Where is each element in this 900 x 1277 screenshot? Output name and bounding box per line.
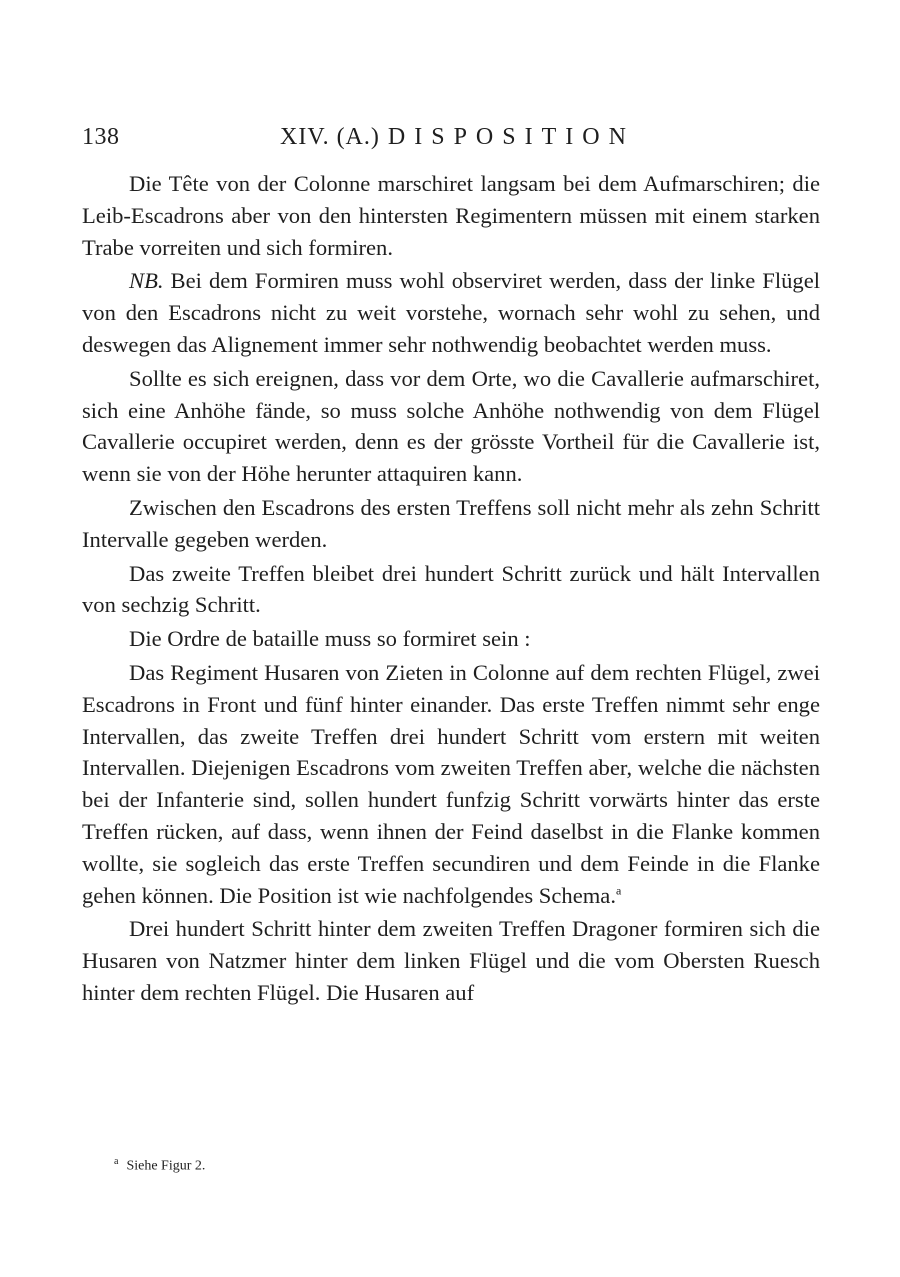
paragraph: Die Tête von der Colonne marschiret langsam bei dem Aufmarschiren; die Leib-Escadrons aber von den hintersten Regimentern müssen mit einem starken Trabe vorreiten und sich formiren. (82, 171, 820, 260)
paragraph: Das Regiment Husaren von Zieten in Colonne auf dem rechten Flügel, zwei Escadrons in Front und fünf hinter einander. Das erste Treffen nimmt sehr enge Intervallen, das zweite Treffen drei hundert Schritt vom erstern mit weiten Intervallen. Diejenigen Escadrons vom zweiten Treffen aber, welche die nächsten bei der Infanterie sind, sollen hundert funfzig Schritt vorwärts hinter das erste Treffen rücken, auf dass, wenn ihnen der Feind daselbst in die Flanke kommen wollte, sie sogleich das erste Treffen secundiren und dem Feinde in die Flanke gehen können. Die Position ist wie nachfolgendes Schema.$^a$ (82, 659, 820, 908)
footnote-mark: a (114, 1156, 119, 1167)
paragraph: NB. Bei dem Formiren muss wohl observiret werden, dass der linke Flügel von den Escadrons nicht zu weit vorstehe, wornach sehr wohl zu sehen, und deswegen das Alignement immer sehr nothwendig beobachtet werden muss. (82, 268, 820, 357)
paragraph: Sollte es sich ereignen, dass vor dem Orte, wo die Cavallerie aufmarschiret, sich eine Anhöhe fände, so muss solche Anhöhe nothwendig von dem Flügel Cavallerie occupiret werden, denn es der grösste Vortheil für die Cavallerie ist, wenn sie von der Höhe herunter attaquiren kann. (82, 365, 820, 487)
body-text (82, 168, 820, 1011)
running-head (82, 124, 822, 158)
footnote-marker: a (615, 883, 622, 897)
chapter-title: DISPOSITION (387, 124, 635, 150)
running-title (280, 124, 635, 151)
paragraph: Die Ordre de bataille muss so formiret sein : (129, 626, 531, 652)
paragraph: Drei hundert Schritt hinter dem zweiten Treffen Dragoner formiren sich die Husaren von Natzmer hinter dem linken Flügel und die vom Obersten Ruesch hinter dem rechten Flügel. Die Husaren auf (82, 916, 820, 1005)
nota-bene-label: NB. (129, 268, 164, 294)
paragraph: Zwischen den Escadrons des ersten Treffens soll nicht mehr als zehn Schritt Intervalle gegeben werden. (82, 494, 820, 552)
page-number: 138 (82, 124, 120, 150)
paragraph: Das zweite Treffen bleibet drei hundert Schritt zurück und hält Intervallen von sechzig Schritt. (82, 560, 820, 618)
footnote-text: Siehe Figur 2. (126, 1158, 206, 1174)
chapter-label: XIV. (A.) (280, 124, 380, 150)
footnote (114, 1156, 205, 1175)
